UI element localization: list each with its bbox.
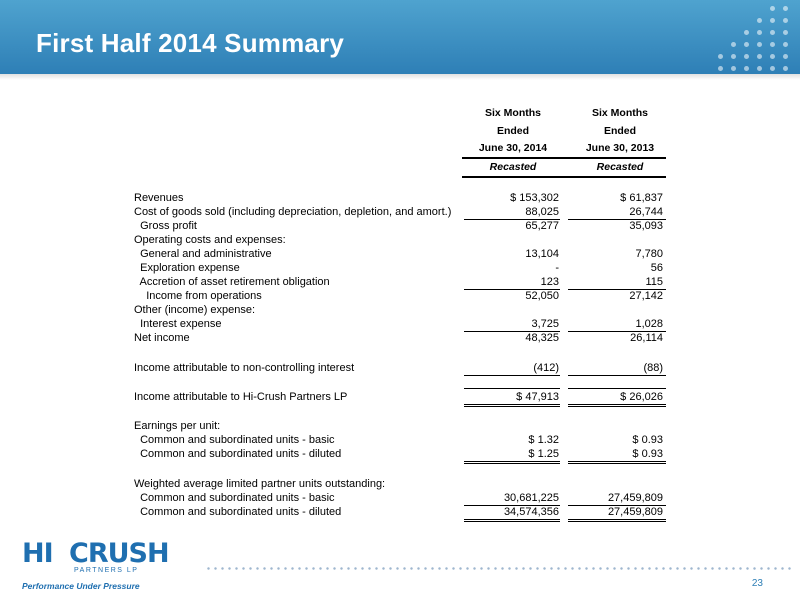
row-underline	[464, 463, 560, 464]
row-underline	[568, 461, 666, 462]
row-underline	[568, 406, 666, 407]
row-label: Weighted average limited partner units outstanding:	[134, 478, 386, 490]
row-label: Common and subordinated units - basic	[134, 492, 335, 504]
row-value-2014: 34,574,356	[503, 506, 559, 518]
row-value-2013: 1,028	[635, 318, 663, 330]
row-value-2014: (412)	[533, 362, 559, 374]
col2-recasted: Recasted	[596, 161, 644, 173]
row-underline	[568, 375, 666, 376]
row-underline	[464, 406, 560, 407]
logo-partners: PARTNERS LP	[74, 567, 139, 574]
row-label: Cost of goods sold (including depreciation, depletion, and amort.)	[134, 206, 452, 218]
logo-crush: CRUSH	[69, 538, 169, 569]
col1-header-line2: Ended	[496, 125, 530, 137]
row-value-2014: 13,104	[525, 248, 559, 260]
row-label: Common and subordinated units - diluted	[134, 506, 342, 518]
row-label: Revenues	[134, 192, 184, 204]
row-label: Income attributable to Hi-Crush Partners LP	[134, 391, 348, 403]
col1-recasted: Recasted	[489, 161, 537, 173]
row-value-2013: $ 0.93	[632, 448, 663, 460]
row-value-2014: 48,325	[525, 332, 559, 344]
row-label: Accretion of asset retirement obligation	[134, 276, 330, 288]
row-label: Common and subordinated units - basic	[134, 434, 335, 446]
row-value-2013: $ 61,837	[620, 192, 663, 204]
row-value-2013: $ 0.93	[632, 434, 663, 446]
row-value-2014: $ 153,302	[510, 192, 559, 204]
row-label: Exploration expense	[134, 262, 240, 274]
row-value-2013: (88)	[643, 362, 663, 374]
row-value-2014: 3,725	[531, 318, 559, 330]
subheader-rule	[462, 176, 666, 178]
row-label: Operating costs and expenses:	[134, 234, 286, 246]
row-value-2014: $ 47,913	[516, 391, 559, 403]
row-underline	[568, 404, 666, 405]
row-underline	[568, 519, 666, 520]
row-label: Gross profit	[134, 220, 197, 232]
row-underline	[464, 519, 560, 520]
col2-header-line1: Six Months	[591, 107, 648, 119]
row-value-2013: 27,142	[629, 290, 663, 302]
row-label: Common and subordinated units - diluted	[134, 448, 342, 460]
row-underline	[568, 388, 666, 389]
row-value-2014: 30,681,225	[503, 492, 559, 504]
row-label: Income from operations	[134, 290, 262, 302]
col2-header-line3: June 30, 2013	[585, 142, 655, 154]
row-label: Other (income) expense:	[134, 304, 256, 316]
logo-tagline: Performance Under Pressure	[22, 581, 140, 591]
page-number: 23	[751, 578, 763, 589]
row-label: Earnings per unit:	[134, 420, 221, 432]
footer-dotted-line	[205, 567, 795, 570]
row-value-2013: 27,459,809	[607, 506, 663, 518]
row-underline	[464, 404, 560, 405]
row-value-2014: 65,277	[525, 220, 559, 232]
header-rule	[462, 157, 666, 159]
row-value-2013: 26,114	[630, 332, 663, 344]
row-label: Interest expense	[134, 318, 222, 330]
row-value-2013: 27,459,809	[607, 492, 663, 504]
row-value-2014: 123	[540, 276, 559, 288]
logo-hi: HI	[22, 538, 53, 569]
col1-header-line1: Six Months	[484, 107, 541, 119]
row-value-2014: 52,050	[525, 290, 559, 302]
row-value-2014: -	[555, 262, 559, 274]
row-value-2014: $ 1.25	[528, 448, 559, 460]
row-value-2013: 115	[645, 276, 663, 288]
row-underline	[464, 461, 560, 462]
row-value-2013: $ 26,026	[620, 391, 663, 403]
row-underline	[568, 463, 666, 464]
row-underline	[568, 521, 666, 522]
row-underline	[464, 521, 560, 522]
row-underline	[464, 375, 560, 376]
col1-header-line3: June 30, 2014	[478, 142, 548, 154]
row-value-2013: 56	[650, 262, 663, 274]
row-value-2014: 88,025	[525, 206, 559, 218]
row-label: Income attributable to non-controlling interest	[134, 362, 355, 374]
row-value-2014: $ 1.32	[528, 434, 559, 446]
row-underline	[464, 388, 560, 389]
row-value-2013: 35,093	[629, 220, 663, 232]
slide-title: First Half 2014 Summary	[36, 28, 345, 58]
row-label: General and administrative	[134, 248, 272, 260]
col2-header-line2: Ended	[603, 125, 637, 137]
hi-crush-logo	[22, 538, 169, 594]
row-value-2013: 7,780	[635, 248, 663, 260]
row-label: Net income	[134, 332, 190, 344]
row-value-2013: 26,744	[629, 206, 663, 218]
